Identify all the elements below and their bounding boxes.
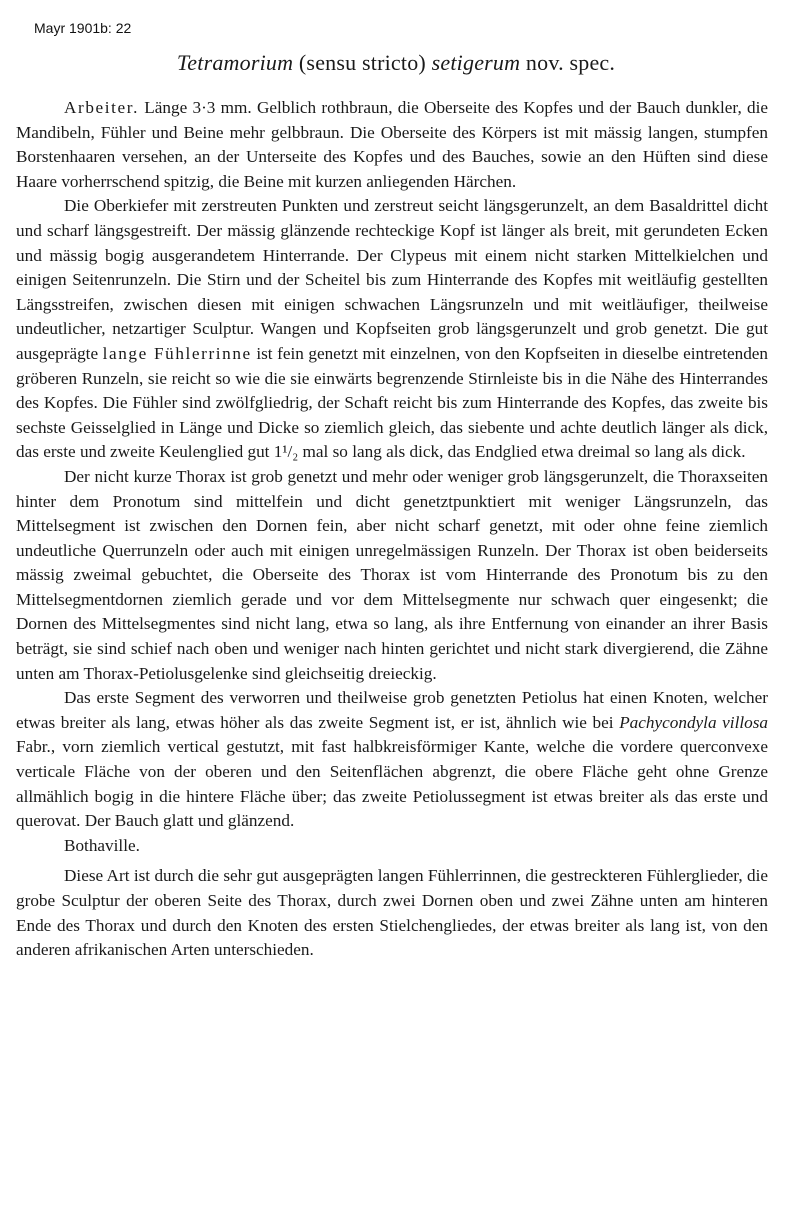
paragraph-4-text-a: Das erste Segment des verworren und theilweise grob genetzten Petiolus hat einen Knoten, welcher etwas breiter als lang, etwas höher als das zweite Segment ist, er ist, ähnlich wie bei [16,688,768,732]
paragraph-4-text-b: Fabr., vorn ziemlich vertical gestutzt, mit fast halbkreisförmiger Kante, welche die vordere querconvexe verticale Fläche von der oberen und den Seitenflächen abgrenzt, die obere Fläche geht ohne Grenze allmählich bogig in die hintere Fläche über; das zweite Petiolussegment ist etwas breiter als das erste und querovat. Der Bauch glatt und glänzend. [16,737,768,831]
type-locality: Bothaville. [64,835,140,855]
paragraph-2-text-c: mal so lang als dick, das Endglied etwa dreimal so lang als dick. [302,442,746,462]
caste-label: Arbeiter. [64,98,140,117]
paragraph-2-text-b: ist fein genetzt mit einzelnen, von den Kopfseiten in dieselbe eintretenden gröberen Runzeln, sie reicht so wie die sie einwärts begrenzende Stirnleiste bis in die Nähe des Hinterrandes des Kopfes. Die Fühler sind zwölfgliedrig, der Schaft reicht bis zum Hinterrande des Kopfes, das zweite bis sechste Geisselglied in Länge und Dicke so ziemlich gleich, das siebente und achte deutlich länger als dick, das erste und zweite Keulenglied gut [16,343,769,462]
paragraph-diagnostic-remark: Diese Art ist durch die sehr gut ausgeprägten langen Fühlerrinnen, die gestreckteren Fühlerglieder, die grobe Sculptur der oberen Seite des Thorax, durch zwei Dornen oben und zwei Zähne unten am hinteren Ende des Thorax und durch den Knoten des ersten Stielchengliedes, der etwas breiter als lang ist, von den anderen afrikanischen Arten unterschieden. [16,866,768,960]
paragraph-2-text-a: Die Oberkiefer mit zerstreuten Punkten und zerstreut seicht längsgerunzelt, an dem Basaldrittel dicht und scharf längsgestreift. Der mässig glänzende rechteckige Kopf ist länger als breit, mit gerundeten Ecken und mässig bogig ausgerandetem Hinterrande. Der Clypeus mit einem nicht starken Mittelkielchen und einigen Seitenrunzeln. Die Stirn und der Scheitel bis zum Hinterrande des Kopfes mit weitläufig gestellten Längsstreifen, zwischen diesen mit einigen schwachen Längsrunzeln und mit weitläufiger, theilweise undeutlicher, netzartiger Sculptur. Wangen und Kopfseiten grob längsgerunzelt und grob genetzt. Die gut ausgeprägte [16,196,768,363]
title-genus: Tetramorium [176,50,294,75]
comparison-species: Pachycondyla villosa [619,712,769,732]
title-subgenus: (sensu stricto) [298,50,426,75]
title-species: setigerum [431,50,521,75]
paragraph-head-description [16,194,768,465]
species-title [0,50,792,76]
paragraph-petiolus-description [16,686,768,834]
fraction-value: 1¹/₂ [273,442,299,462]
title-status: nov. spec. [525,50,616,75]
paragraph-1-text: Länge 3·3 mm. Gelblich rothbraun, die Oberseite des Kopfes und der Bauch dunkler, die Mandibeln, Fühler und Beine mehr gelbbraun. Die Oberseite des Körpers ist mit mässig langen, stumpfen Borstenhaaren versehen, an der Unterseite des Kopfes und des Bauches, sowie an den Hüften sind diese Haare vorherrschend spitzig, die Beine mit kurzen anliegenden Härchen. [16,98,768,191]
paragraph-worker-description [16,96,768,194]
description-body [16,96,768,963]
antennal-scrobe-term: lange Fühlerrinne [102,343,252,363]
citation-reference: Mayr 1901b: 22 [34,20,132,36]
paragraph-thorax-description: Der nicht kurze Thorax ist grob genetzt und mehr oder weniger grob längsgerunzelt, die Thoraxseiten hinter dem Pronotum sind mittelfein und dicht genetztpunktiert mit weniger Längsrunzeln, das Mittelsegment ist zwischen den Dornen fein, aber nicht scharf genetzt, mit oder ohne feine ziemlich undeutliche Querrunzeln oder auch mit einigen unregelmässigen Runzeln. Der Thorax ist oben beiderseits mässig zweimal gebuchtet, die Oberseite des Thorax ist vom Hinterrande des Pronotum bis zu den Mittelsegmentdornen ziemlich gerade und vor dem Mittelsegmente nur schwach quer eingesenkt; die Dornen des Mittelsegmentes sind nicht lang, etwa so lang, als ihre Entfernung von einander an ihrer Basis beträgt, sie sind schief nach oben und weniger nach hinten gerichtet und nicht stark divergierend, die Zähne unten am Thorax-Petiolusgelenke sind gleichseitig dreieckig. [16,466,768,683]
